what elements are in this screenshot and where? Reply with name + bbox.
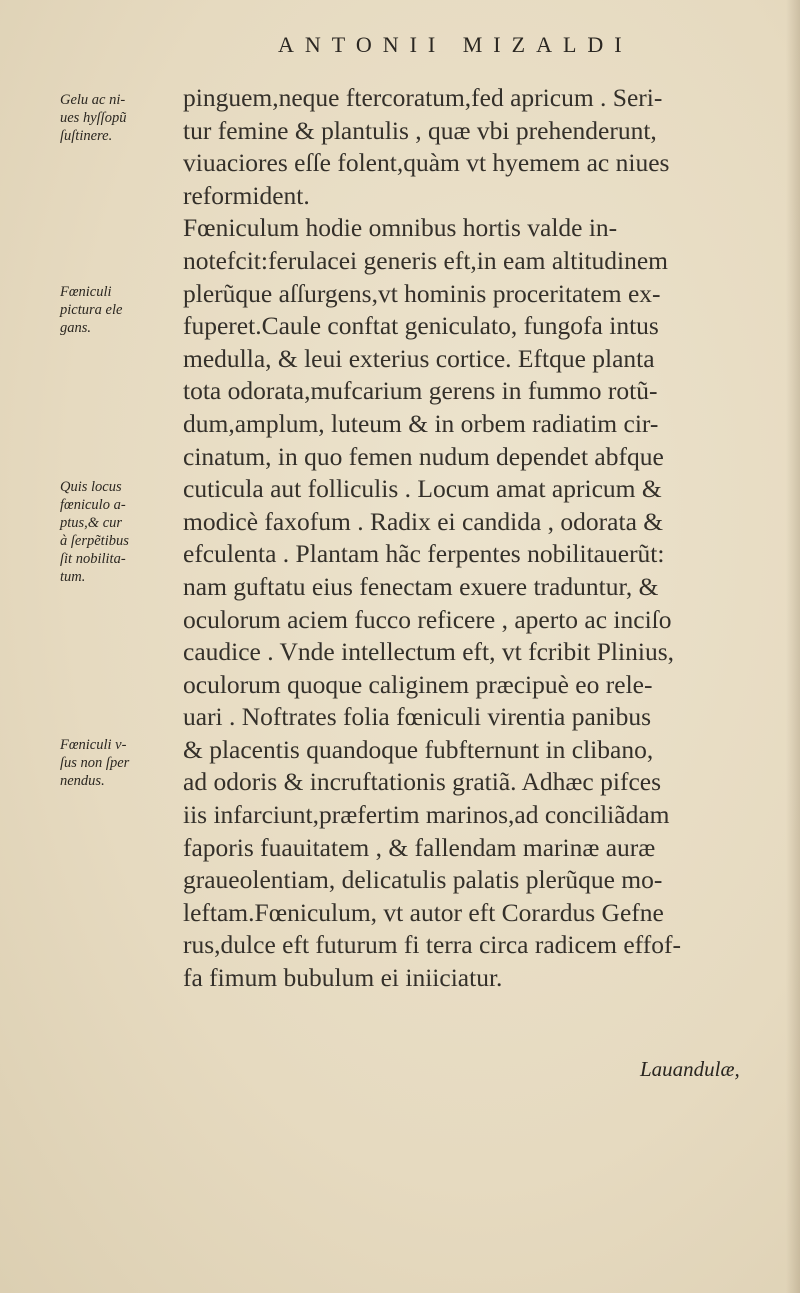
text-line: notefcit:ferulacei generis eft,in eam altitudinem: [183, 245, 668, 275]
margin-note-line: ptus,& cur: [60, 515, 123, 531]
text-line: pinguem,neque ftercoratum,fed apricum . Seri-: [183, 83, 663, 112]
running-head: ANTONII MIZALDI: [278, 32, 633, 57]
text-line: reformident.: [183, 180, 310, 210]
margin-note-line: pictura ele: [60, 302, 123, 318]
text-line: efculenta . Plantam hãc ferpentes nobilitauerũt:: [183, 539, 665, 569]
margin-note-4: [60, 736, 178, 790]
text-line: cinatum, in quo femen nudum dependet abfque: [183, 441, 664, 471]
body-text: [183, 82, 783, 995]
text-line: & placentis quandoque fubfternunt in clibano,: [183, 734, 654, 764]
text-line: plerũque aſſurgens,vt hominis proceritatem ex-: [183, 278, 661, 308]
margin-note-line: Fœniculi v-: [60, 737, 127, 753]
margin-note-line: ues hyſſopũ: [60, 110, 127, 126]
margin-note-line: ſus non ſper: [60, 755, 130, 771]
text-line: caudice . Vnde intellectum eft, vt fcribit Plinius,: [183, 637, 674, 667]
text-line: viuaciores eſſe folent,quàm vt hyemem ac niues: [183, 148, 670, 178]
margin-note-line: à ſerpẽtibus: [60, 533, 129, 549]
margin-note-line: tum.: [60, 569, 86, 585]
text-line: iis infarciunt,præfertim marinos,ad conciliãdam: [183, 800, 670, 830]
margin-note-line: ſit nobilita-: [60, 551, 126, 567]
margin-note-line: Quis locus: [60, 479, 122, 495]
text-line: rus,dulce eft futurum fi terra circa radicem effof-: [183, 930, 681, 960]
text-line: cuticula aut folliculis . Locum amat apricum &: [183, 474, 662, 504]
margin-note-line: ſuſtinere.: [60, 128, 113, 144]
margin-note-1: [60, 91, 178, 145]
text-line: ad odoris & incruftationis gratiã. Adhæc pifces: [183, 767, 662, 797]
catchword: Lauandulæ,: [640, 1057, 740, 1081]
margin-note-line: nendus.: [60, 773, 105, 789]
text-line: nam guftatu eius fenectam exuere traduntur, &: [183, 571, 659, 601]
text-line: graueolentiam, delicatulis palatis plerũque mo-: [183, 865, 663, 895]
text-line: fa fimum bubulum ei iniiciatur.: [183, 963, 503, 993]
text-line: fuperet.Caule conftat geniculato, fungofa intus: [183, 311, 659, 341]
text-line: faporis fuauitatem , & fallendam marinæ auræ: [183, 832, 656, 862]
margin-note-2: [60, 283, 178, 337]
text-line: oculorum quoque caliginem præcipuè eo rele-: [183, 669, 653, 699]
text-line: modicè faxofum . Radix ei candida , odorata &: [183, 506, 664, 536]
page-edge-shadow: [786, 0, 800, 1293]
margin-note-line: fœniculo a-: [60, 497, 126, 513]
margin-note-line: Gelu ac ni-: [60, 92, 126, 108]
margin-note-line: Fœniculi: [60, 284, 112, 300]
text-line: medulla, & leui exterius cortice. Eftque planta: [183, 343, 655, 373]
text-line: leftam.Fœniculum, vt autor eft Corardus Gefne: [183, 897, 664, 927]
text-line: Fœniculum hodie omnibus hortis valde in-: [183, 213, 618, 243]
margin-note-line: gans.: [60, 320, 92, 336]
text-line: uari . Noftrates folia fœniculi virentia panibus: [183, 702, 652, 732]
text-line: tota odorata,mufcarium gerens in fummo rotũ-: [183, 376, 658, 406]
text-line: tur femine & plantulis , quæ vbi prehenderunt,: [183, 115, 657, 145]
text-line: dum,amplum, luteum & in orbem radiatim cir-: [183, 408, 659, 438]
margin-note-3: [60, 478, 178, 586]
text-line: oculorum aciem fucco reficere , aperto ac inciſo: [183, 604, 672, 634]
